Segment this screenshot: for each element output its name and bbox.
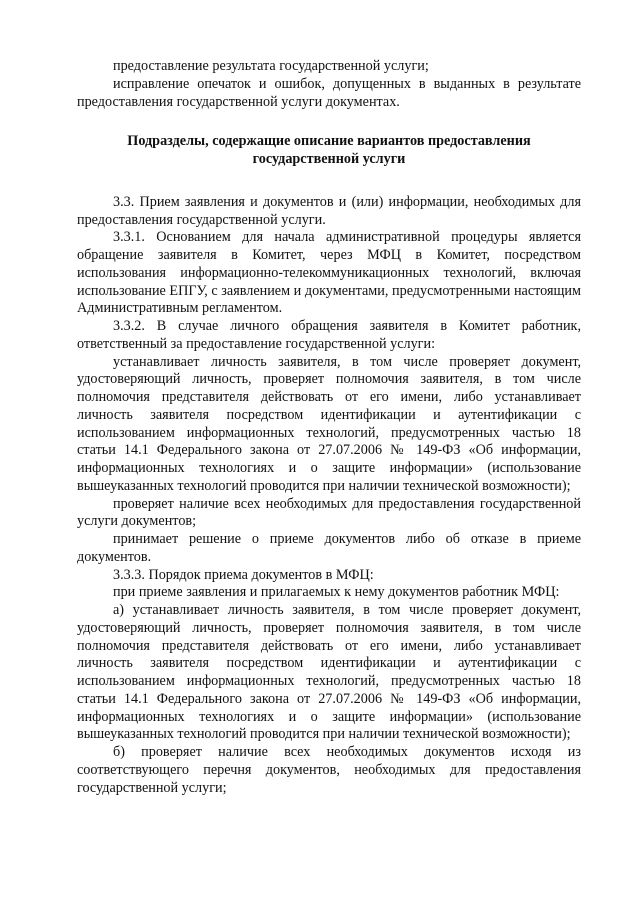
document-page xyxy=(77,58,581,797)
section-heading-line-2: государственной услуги xyxy=(252,151,406,167)
paragraph-mfc-intake: при приеме заявления и прилагаемых к нему документов работник МФЦ: xyxy=(113,584,560,601)
section-heading xyxy=(77,133,581,169)
paragraph-documents-check: проверяет наличие всех необходимых для предоставления государственной услуги документов; xyxy=(77,495,581,530)
paragraph-3-3: 3.3. Прием заявления и документов и (или) информации, необходимых для предоставления государственной услуги. xyxy=(77,193,581,228)
paragraph-item-b: б) проверяет наличие всех необходимых документов исходя из соответствующего перечня документов, необходимых для предоставления государственной услуги; xyxy=(77,744,581,796)
paragraph-3-3-1: 3.3.1. Основанием для начала административной процедуры является обращение заявителя в Комитет, через МФЦ в Комитет, посредством использования информационно-телекоммуникационных технологий, включая использование ЕПГУ, с заявлением и документами, предусмотренными настоящим Административным регламентом. xyxy=(77,229,581,317)
paragraph-decision: принимает решение о приеме документов либо об отказе в приеме документов. xyxy=(77,531,581,565)
paragraph-result-delivery: предоставление результата государственной услуги; xyxy=(113,58,429,74)
section-heading-line-1: Подразделы, содержащие описание вариантов предоставления xyxy=(127,133,531,150)
paragraph-error-correction: исправление опечаток и ошибок, допущенных в выданных в результате предоставления государственной услуги документах. xyxy=(77,75,581,110)
paragraph-identity-check: устанавливает личность заявителя, в том числе проверяет документ, удостоверяющий личность, проверяет полномочия заявителя, в том числе полномочия представителя действовать от его имени, либо устанавливает личность заявителя посредством идентификации и аутентификации с использованием информационных технологий, предусмотренных частью 18 статьи 14.1 Федерального закона от 27.07.2006 № 149-ФЗ «Об информации, информационных технологиях и о защите информации» (использование вышеуказанных технологий проводится при наличии технической возможности); xyxy=(77,353,581,494)
paragraph-item-a: а) устанавливает личность заявителя, в том числе проверяет документ, удостоверяющий личность, проверяет полномочия заявителя, в том числе полномочия представителя действовать от его имени, либо устанавливает личность заявителя посредством идентификации и аутентификации с использованием информационных технологий, предусмотренных частью 18 статьи 14.1 Федерального закона от 27.07.2006 № 149-ФЗ «Об информации, информационных технологиях и о защите информации» (использование вышеуказанных технологий проводится при наличии технической возможности); xyxy=(77,602,581,743)
paragraph-3-3-3: 3.3.3. Порядок приема документов в МФЦ: xyxy=(113,566,374,583)
paragraph-3-3-2: 3.3.2. В случае личного обращения заявителя в Комитет работник, ответственный за предоставление государственной услуги: xyxy=(77,318,581,352)
